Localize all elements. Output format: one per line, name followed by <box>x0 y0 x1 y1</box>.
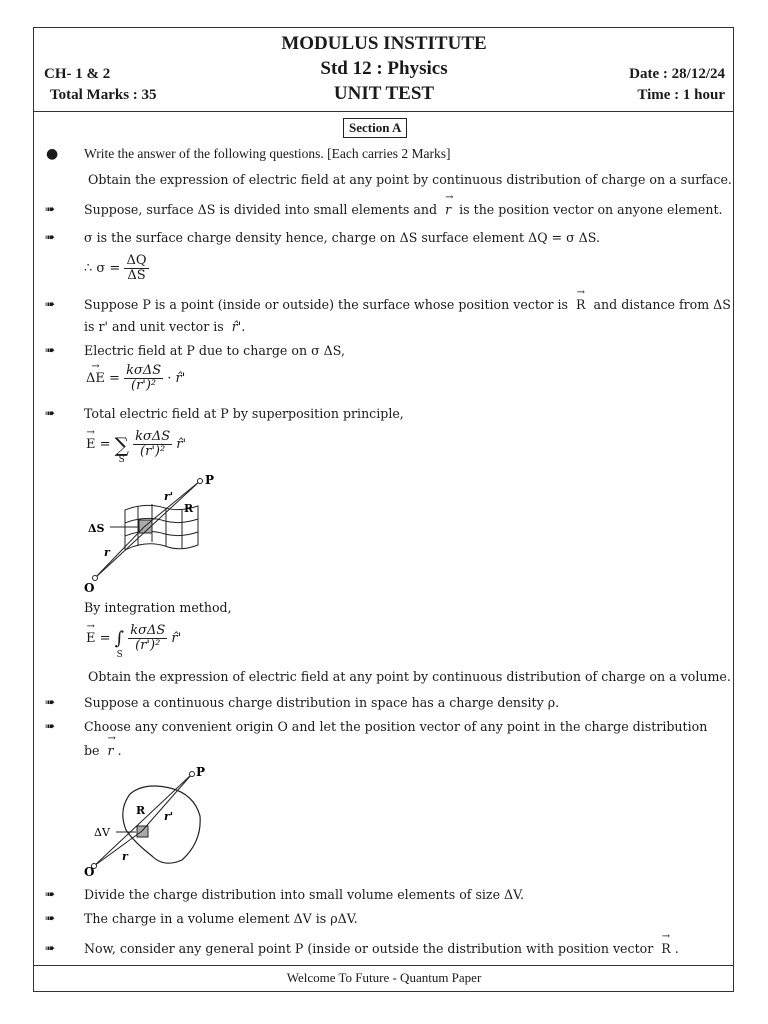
arrow-bullet-icon: ➠ <box>45 343 56 357</box>
label-r: r <box>122 850 128 863</box>
label-dV: ΔV <box>94 826 110 839</box>
label-dS: ΔS <box>88 522 105 535</box>
footer-divider <box>33 965 734 966</box>
test-time: Time : 1 hour <box>637 87 725 103</box>
label-r: r <box>104 546 110 559</box>
surface-charge-diagram <box>80 470 230 595</box>
arrow-bullet-icon: ➠ <box>45 406 56 420</box>
charge-blob <box>123 786 200 863</box>
origin-O <box>93 576 98 581</box>
line-4: Electric field at P due to charge on σ ΔS, <box>84 343 345 358</box>
arrow-bullet-icon: ➠ <box>45 719 56 733</box>
sigma-equation: ∴ σ = $\frac{\Delta Q}{\Delta S}$ <box>84 253 147 283</box>
line-m1: Suppose a continuous charge distribution in space has a charge density ρ. <box>84 695 560 710</box>
instruction: Write the answer of the following questions. [Each carries 2 Marks] <box>84 146 451 161</box>
arrow-bullet-icon: ➠ <box>45 297 56 311</box>
volume-element <box>137 826 148 837</box>
institute-name: MODULUS INSTITUTE <box>281 33 487 54</box>
line-6: By integration method, <box>84 600 232 615</box>
line-m3: Divide the charge distribution into small volume elements of size ΔV. <box>84 887 525 902</box>
chapter-label: CH- 1 & 2 <box>44 66 111 82</box>
point-P <box>198 479 203 484</box>
dE-equation: → ΔE = $\frac{\text{kσΔS}}{\text{(r')²}}$ · r̂' <box>86 364 185 393</box>
label-P: P <box>196 765 206 779</box>
subject-title: Std 12 : Physics <box>320 58 448 79</box>
label-P: P <box>205 473 215 487</box>
total-marks: Total Marks : 35 <box>50 87 157 103</box>
test-title: UNIT TEST <box>333 83 435 104</box>
arrow-bullet-icon: ➠ <box>45 941 56 955</box>
line-m5: Now, consider any general point P (inside or outside the distribution with position vector → R . <box>84 941 679 956</box>
arrow-bullet-icon: ➠ <box>45 911 56 925</box>
arrow-bullet-icon: ➠ <box>45 695 56 709</box>
footer-text: Welcome To Future - Quantum Paper <box>286 970 482 985</box>
bullet-dot-icon: ● <box>46 146 59 162</box>
line-m2a: Choose any convenient origin O and let the position vector of any point in the charge distribution <box>84 719 708 734</box>
question-2: Obtain the expression of electric field at any point by continuous distribution of charge on a volume. <box>88 669 731 684</box>
label-R: R <box>184 502 194 515</box>
line-1: Suppose, surface ΔS is divided into small elements and → r is the position vector on anyone element. <box>84 202 723 217</box>
question-1: Obtain the expression of electric field at any point by continuous distribution of charge on a surface. <box>88 172 732 187</box>
label-O: O <box>84 865 95 879</box>
position-vector-R <box>95 481 200 578</box>
label-r-prime: r' <box>164 490 174 503</box>
label-R: R <box>136 804 146 817</box>
volume-charge-diagram <box>82 764 222 879</box>
arrow-bullet-icon: ➠ <box>45 230 56 244</box>
point-P <box>190 772 195 777</box>
line-m4: The charge in a volume element ΔV is ρΔV. <box>84 911 358 926</box>
line-5: Total electric field at P by superposition principle, <box>84 406 404 421</box>
label-O: O <box>84 581 95 595</box>
sum-equation: → E = ∑ S $\frac{\text{kσΔS}}{\text{(r')²}}$ r̂' <box>86 430 186 459</box>
line-2: σ is the surface charge density hence, charge on ΔS surface element ΔQ = σ ΔS. <box>84 230 600 245</box>
arrow-bullet-icon: ➠ <box>45 887 56 901</box>
line-3b: is r' and unit vector is r̂'. <box>84 319 246 334</box>
test-date: Date : 28/12/24 <box>629 66 725 82</box>
line-3a: Suppose P is a point (inside or outside) the surface whose position vector is → R and distance from ΔS <box>84 297 731 312</box>
line-m2b: be → r . <box>84 743 122 758</box>
header-divider <box>33 111 734 112</box>
section-heading: Section A <box>343 118 407 138</box>
arrow-bullet-icon: ➠ <box>45 202 56 216</box>
label-r-prime: r' <box>164 810 174 823</box>
integral-equation: → E = ∫ S $\frac{\text{kσΔS}}{\text{(r')²}}$ r̂' <box>86 624 181 653</box>
